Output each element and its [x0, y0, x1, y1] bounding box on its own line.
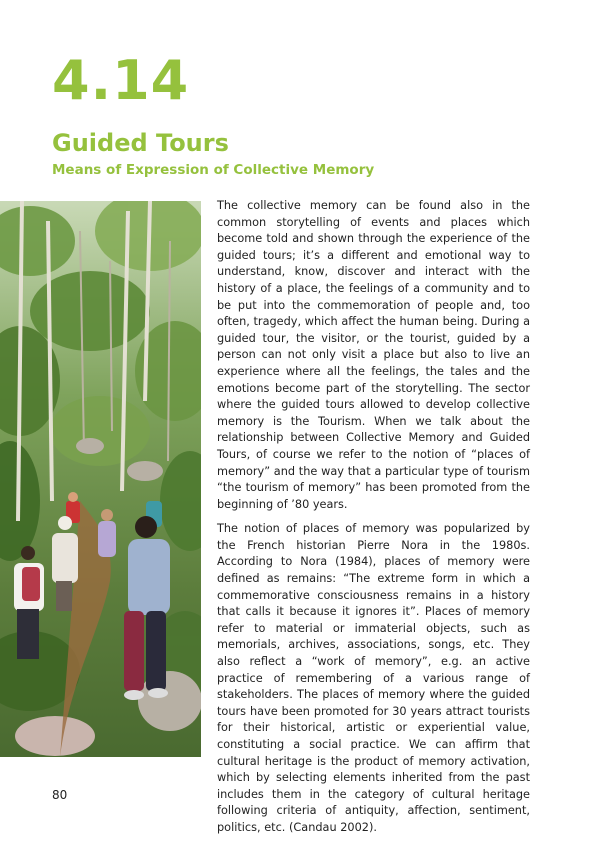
page-number: 80 [52, 788, 68, 802]
section-subtitle: Means of Expression of Collective Memory [52, 162, 375, 178]
paragraph: The collective memory can be found also in the common storytelling of events and places which become told and shown through the experience of the guided tours; it’s a different and emotional way to understand, know, discover and interact with the history of a place, the feelings of a community and to be put into the commemoration of people and, too often, tragedy, which affect the human being. During a guided tour, the visitor, or the tourist, guided by a person can not only visit a place but also to live an experience where all the feelings, the tales and the emotions become part of the storytelling. The sector where the guided tours allowed to develop collective memory is the Tourism. When we talk about the relationship between Collective Memory and Guided Tours, of course we refer to the notion of “places of memory” and the way that a particular type of tourism “the tourism of memory” has been promoted from the beginning of ’80 years. [217, 199, 530, 511]
guided-tour-photo [0, 201, 201, 757]
section-number: 4.14 [52, 49, 190, 112]
section-title: Guided Tours [52, 129, 229, 157]
body-text [217, 198, 530, 845]
paragraph: The notion of places of memory was popularized by the French historian Pierre Nora in the 1980s. According to Nora (1984), places of memory were defined as remains: “The extreme form in which a commemorative consciousness remains in a history that calls it because it ignores it”. Places of memory refer to material or immaterial objects, such as memorials, archives, associations, songs, etc. They also reflect a “work of memory”, e.g. an active practice of remembering of a various range of stakeholders. The places of memory where the guided tours have been promoted for 30 years attract tourists for their historical, artistic or experiential value, constituting a social practice. We can affirm that cultural heritage is the product of memory activation, which by selecting elements inherited from the past includes them in the category of cultural heritage following criteria of antiquity, affection, sentiment, politics, etc. (Candau 2002). [217, 522, 530, 834]
